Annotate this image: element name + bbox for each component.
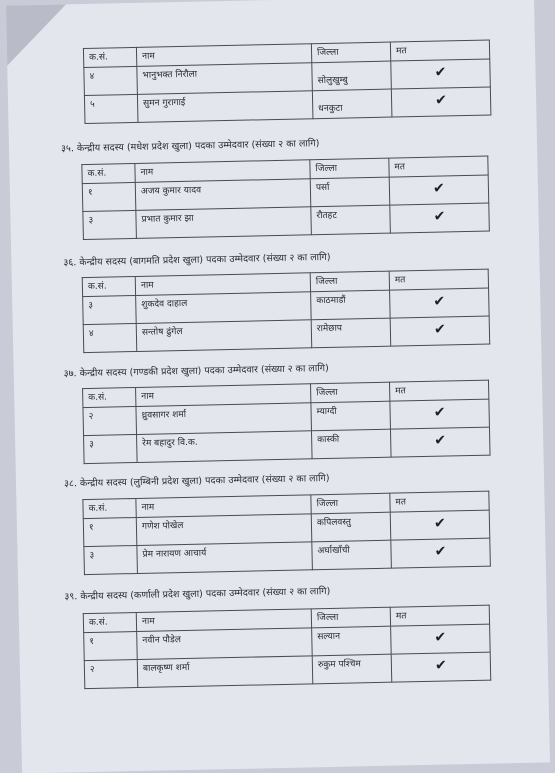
cell-sn: ३ [83,210,137,239]
cell-name: सन्तोष ढुंगेल [136,320,312,352]
cell-district: म्याग्दी [311,401,391,431]
vote-cell[interactable] [390,427,490,457]
vote-cell[interactable] [390,399,490,429]
cell-sn: ३ [84,434,138,463]
section-heading-36: ३६. केन्द्रीय सदस्य (बागमति प्रदेश खुला) पदका उम्मेदवार (संख्या २ का लागि) [63,251,331,269]
cell-sn: २ [84,660,138,689]
candidate-table-36 [82,269,491,354]
candidate-table-38 [82,491,491,576]
header-vote: मत [389,156,488,177]
vote-cell[interactable] [391,624,491,654]
cell-name: रेम बहादुर वि.क. [137,431,313,463]
check-mark-icon: ✔ [433,321,446,338]
header-sn: क.सं. [83,47,136,67]
cell-sn: २ [83,406,137,435]
cell-name: बालकृष्ण शर्मा [137,656,313,688]
header-district: जिल्ला [311,382,390,403]
cell-name: नवीन पौडेल [137,628,313,660]
vote-cell[interactable] [389,175,489,205]
header-name: नाम [136,44,311,67]
ballot-page [6,0,550,773]
vote-cell[interactable] [391,652,491,682]
header-name: नाम [135,160,310,183]
cell-district: कपिलवस्तु [311,512,391,542]
check-mark-icon: ✔ [432,180,445,197]
check-mark-icon: ✔ [434,629,447,646]
vote-cell[interactable] [391,87,491,117]
cell-district: रौतहट [311,205,391,235]
cell-name: प्रभात कुमार झा [136,207,312,239]
cell-name: भानुभक्त निरौला [137,63,313,95]
vote-cell[interactable] [391,59,491,89]
cell-name: प्रेम नारायण आचार्य [137,542,313,574]
cell-sn: ३ [84,545,138,574]
cell-sn: ४ [84,66,138,95]
header-vote: मत [389,380,488,401]
cell-sn: ४ [83,323,137,352]
cell-district: काठमाडौं [311,290,391,320]
section-heading-39: ३९. केन्द्रीय सदस्य (कर्णाली प्रदेश खुला) पदका उम्मेदवार (संख्या २ का लागि) [64,585,331,603]
cell-district: सल्यान [312,626,392,656]
header-vote: मत [390,40,489,61]
header-vote: मत [390,491,489,512]
cell-sn: ५ [84,94,138,123]
cell-sn: १ [82,182,136,211]
section-heading-38: ३८. केन्द्रीय सदस्य (लुम्बिनी प्रदेश खुला) पदका उम्मेदवार (संख्या २ का लागि) [63,472,330,490]
header-sn: क.सं. [82,276,135,296]
vote-cell[interactable] [390,203,490,233]
check-mark-icon: ✔ [434,657,447,674]
vote-cell[interactable] [390,510,490,540]
section-heading-35: ३५. केन्द्रीय सदस्य (मधेश प्रदेश खुला) पदका उम्मेदवार (संख्या २ का लागि) [60,138,320,155]
header-sn: क.सं. [83,499,136,519]
header-district: जिल्ला [311,42,390,63]
check-mark-icon: ✔ [434,432,447,449]
header-vote: मत [389,269,488,290]
check-mark-icon: ✔ [433,208,446,225]
header-vote: मत [390,605,489,626]
folded-corner [6,4,67,65]
cell-name: शुकदेव दाहाल [136,292,312,324]
vote-cell[interactable] [390,288,490,318]
candidate-table-39 [83,605,492,690]
cell-name: अजय कुमार यादव [135,179,311,211]
cell-name: ध्रुवसागर शर्मा [136,403,312,435]
cell-name: सुमन गुरागाई [137,91,313,123]
cell-district: धनकुटा [312,89,392,119]
header-sn: क.सं. [83,613,136,633]
cell-district: सोलुखुम्बु [312,61,392,91]
header-name: नाम [136,609,311,632]
check-mark-icon: ✔ [434,543,447,560]
check-mark-icon: ✔ [434,64,447,81]
check-mark-icon: ✔ [433,515,446,532]
header-sn: क.सं. [83,387,136,407]
header-district: जिल्ला [310,271,389,292]
candidate-table-35 [81,156,490,241]
cell-district: रुकुम पश्चिम [312,654,392,684]
vote-cell[interactable] [390,316,490,346]
header-sn: क.सं. [82,163,135,183]
candidate-table-continued [83,39,492,124]
cell-district: कास्की [311,429,391,459]
cell-sn: १ [83,517,137,546]
check-mark-icon: ✔ [433,293,446,310]
vote-cell[interactable] [391,538,491,568]
header-name: नाम [136,495,311,518]
cell-sn: १ [84,632,138,661]
check-mark-icon: ✔ [435,92,448,109]
cell-name: गणेश पोखेल [136,514,312,546]
candidate-table-37 [82,380,491,465]
section-heading-37: ३७. केन्द्रीय सदस्य (गण्डकी प्रदेश खुला) पदका उम्मेदवार (संख्या २ का लागि) [63,362,329,380]
header-district: जिल्ला [310,158,389,179]
cell-district: पर्सा [310,177,390,207]
header-name: नाम [135,273,310,296]
cell-sn: ३ [83,295,137,324]
header-name: नाम [136,384,311,407]
header-district: जिल्ला [311,607,390,628]
cell-district: रामेछाप [311,318,391,348]
header-district: जिल्ला [311,493,390,514]
cell-district: अर्घाखाँची [312,540,392,570]
check-mark-icon: ✔ [433,404,446,421]
